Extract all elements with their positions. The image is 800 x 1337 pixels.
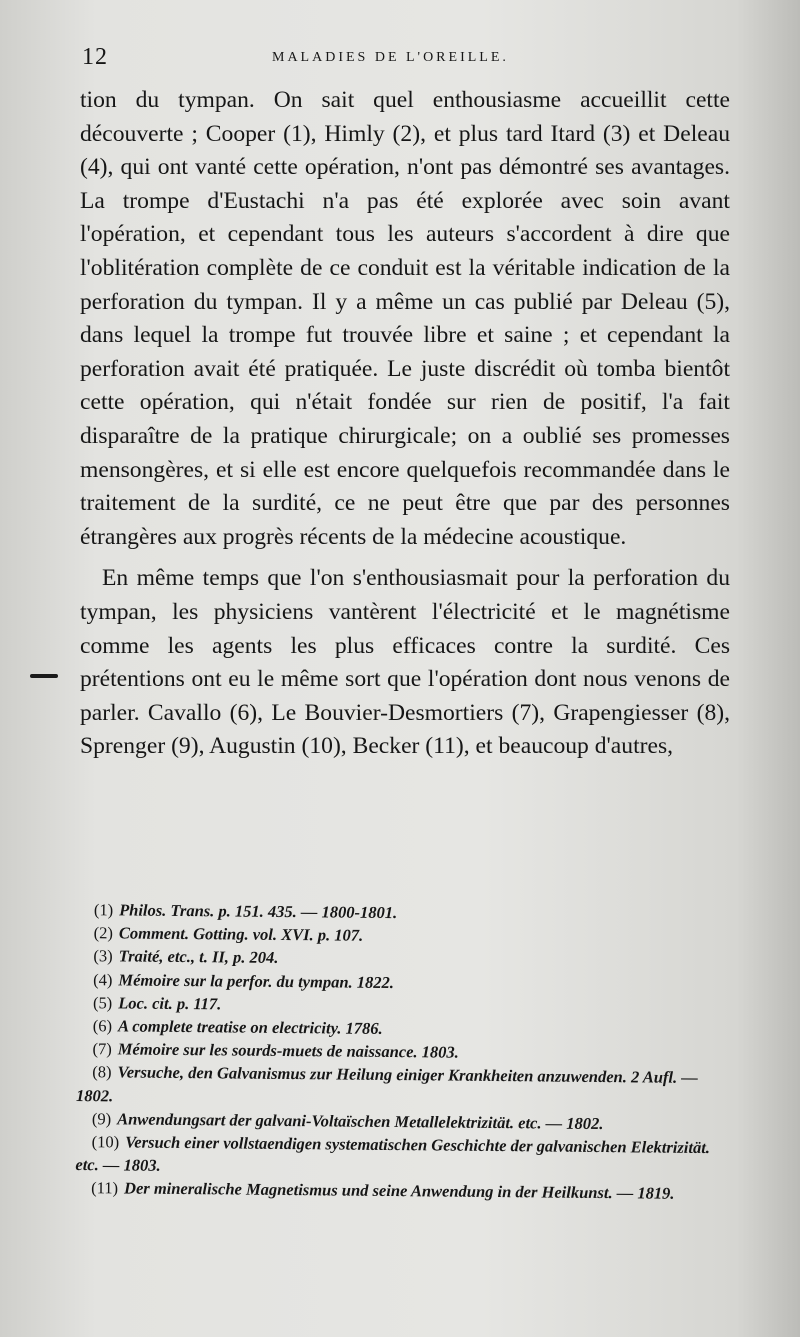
footnotes <box>75 898 728 1206</box>
running-title: MALADIES DE L'OREILLE. <box>272 50 509 65</box>
footnote-number: (11) <box>91 1178 119 1198</box>
footnote-number: (4) <box>93 969 113 989</box>
footnote-text: Comment. Gotting. vol. XVI. p. 107. <box>118 923 364 945</box>
footnote-number: (7) <box>92 1039 112 1059</box>
page-number: 12 <box>82 44 108 70</box>
margin-mark <box>30 674 58 678</box>
footnote-number: (5) <box>92 992 113 1013</box>
body-text <box>80 84 730 764</box>
footnote <box>76 1060 726 1113</box>
paragraph: tion du tympan. On sait quel enthousiasme accueillit cette découverte ; Cooper (1), Himly (2), et plus tard Itard (3) et Deleau (4), qui ont vanté cette opération, n'ont pas démontré ses avantages. La trompe d'Eustachi n'a pas été explorée avec soin avant l'opération, et cependant tous les auteurs s'accordent à dire que l'oblitération complète de ce conduit est la véritable indication de la perforation du tympan. Il y a même un cas publié par Deleau (5), dans lequel la trompe fut trouvée libre et saine ; et cependant la perforation avait été pratiquée. Le juste discrédit où tomba bientôt cette opération, qui n'était fondée sur rien de positif, l'a fait disparaître de la pratique chirurgicale; on a oublié ses promesses mensongères, et si elle est encore quelquefois recommandée dans le traitement de la surdité, ce ne peut être que par des personnes étrangères aux progrès récents de la médecine acoustique. <box>80 87 730 550</box>
running-head <box>82 44 730 74</box>
footnote-text: Anwendungsart der galvani-Voltaïschen Metallelektrizität. etc. — 1802. <box>117 1109 604 1133</box>
footnote-text: Philos. Trans. p. 151. 435. — 1800-1801. <box>119 900 398 923</box>
footnote <box>75 1130 725 1183</box>
footnote-text: Mémoire sur les sourds-muets de naissance. 1803. <box>117 1039 459 1062</box>
footnote-text: Versuch einer vollstaendigen systematischen Geschichte der galvanischen Elektrizität. etc. — 1803. <box>75 1132 711 1176</box>
footnote-text: Mémoire sur la perfor. du tympan. 1822. <box>118 970 395 992</box>
footnote <box>75 1176 725 1205</box>
footnote-number: (1) <box>93 900 114 920</box>
footnote-text: Versuche, den Galvanismus zur Heilung einiger Krankheiten anzuwenden. 2 Aufl. — 1802. <box>76 1062 698 1105</box>
footnote-number: (2) <box>93 923 114 943</box>
footnote-number: (9) <box>91 1108 112 1129</box>
footnote-number: (10) <box>91 1132 120 1152</box>
footnote-number: (8) <box>92 1062 112 1082</box>
footnote-number: (6) <box>92 1016 113 1036</box>
footnote-text: Der mineralische Magnetismus und seine Anwendung in der Heilkunst. — 1819. <box>124 1178 675 1204</box>
footnote-text: Loc. cit. p. 117. <box>118 993 222 1014</box>
footnote-text: Traité, etc., t. II, p. 204. <box>118 946 279 968</box>
paragraph: En même temps que l'on s'enthousiasmait pour la perforation du tympan, les physiciens vantèrent l'électricité et le magnétisme comme les agents les plus efficaces contre la surdité. Ces prétentions ont eu le même sort que l'opération dont nous venons de parler. Cavallo (6), Le Bouvier-Desmortiers (7), Grapengiesser (8), Sprenger (9), Augustin (10), Becker (11), et beaucoup d'autres, <box>80 565 730 760</box>
footnote-text: A complete treatise on electricity. 1786. <box>117 1016 383 1038</box>
footnote-number: (3) <box>93 946 113 966</box>
